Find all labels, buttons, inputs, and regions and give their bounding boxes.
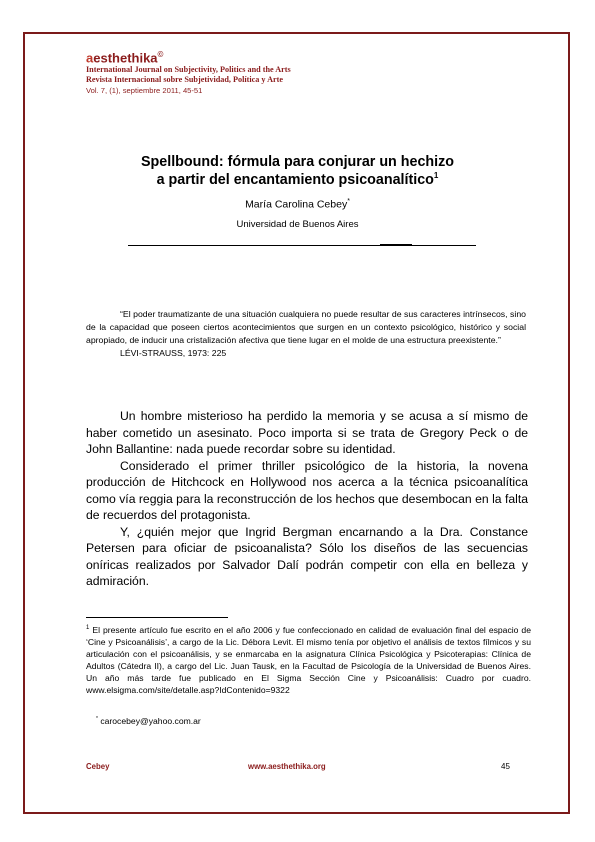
paragraph-1: Un hombre misterioso ha perdido la memoria y se acusa a sí mismo de haber cometido un asesinato. Poco importa si se trata de Gregory Peck o de John Ballantine: nada puede recordar sobre su identidad.	[86, 409, 528, 456]
title-footnote-marker: 1	[433, 171, 439, 180]
footer-website-link[interactable]: www.aesthethika.org	[248, 762, 326, 771]
article-title-line1: Spellbound: fórmula para conjurar un hechizo	[141, 154, 454, 170]
paragraph-3: Y, ¿quién mejor que Ingrid Bergman encarnando a la Dra. Constance Petersen para oficiar de psicoanalista? Sólo los diseños de las secuencias oníricas realizados por Salvador Dalí podrán competir con ella en belleza y admiración.	[86, 524, 528, 588]
epigraph	[86, 308, 526, 360]
footnote-divider	[86, 617, 228, 618]
author-affiliation: Universidad de Buenos Aires	[236, 219, 359, 230]
title-divider	[128, 245, 476, 246]
footer-author: Cebey	[86, 762, 110, 771]
journal-title-en: International Journal on Subjectivity, Politics and the Arts	[86, 65, 291, 74]
journal-logo: aesthethika©	[86, 50, 164, 66]
volume-info: Vol. 7, (1), septiembre 2011, 45-51	[86, 86, 203, 95]
paragraph-2: Considerado el primer thriller psicológico de la historia, la novena producción de Hitchcock en Hollywood nos acerca a la técnica psicoanalítica como vía reggia para la reconstrucción de los hechos que desembocan en la falta de recuerdos del protagonista.	[86, 458, 528, 522]
body-text	[86, 408, 528, 590]
author-name: María Carolina Cebey*	[245, 198, 350, 211]
footnote-1: $^1$ El presente artículo fue escrito en el año 2006 y fue confeccionado en calidad de evaluación final del espacio de ‘Cine y Psicoanálisis’, a cargo de la Lic. Débora Levit. El mismo tenía por objetivo el análisis de textos fílmicos y su articulación con el psicoanálisis, y se enmarcaba en la asignatura Clínica Psicológica y Psicoterapias: Clínica de Adultos (Cátedra II), a cargo del Lic. Juan Tausk, en la Facultad de Psicología de la Universidad de Buenos Aires. Un año más tarde fue publicado en El Sigma Sección Cine y Psicoanálisis: Cuadro por cuadro. www.elsigma.com/site/detalle.asp?IdContenido=9322	[86, 624, 531, 695]
epigraph-text: “El poder traumatizante de una situación cualquiera no puede resultar de sus caracteres intrínsecos, sino de la capacidad que poseen ciertos acontecimientos que surgen en un contexto psicológico, histórico y social apropiado, de inducir una cristalización afectiva que tiene lugar en el molde de una estructura preexistente.”	[86, 309, 526, 345]
epigraph-source: LÉVI-STRAUSS, 1973: 225	[120, 348, 227, 358]
page-number: 45	[501, 762, 510, 771]
article-title-line2: a partir del encantamiento psicoanalítico$^1$	[156, 171, 439, 188]
title-divider-accent	[380, 244, 412, 246]
journal-title-es: Revista Internacional sobre Subjetividad, Política y Arte	[86, 75, 284, 84]
author-email: * carocebey@yahoo.com.ar	[96, 716, 201, 726]
